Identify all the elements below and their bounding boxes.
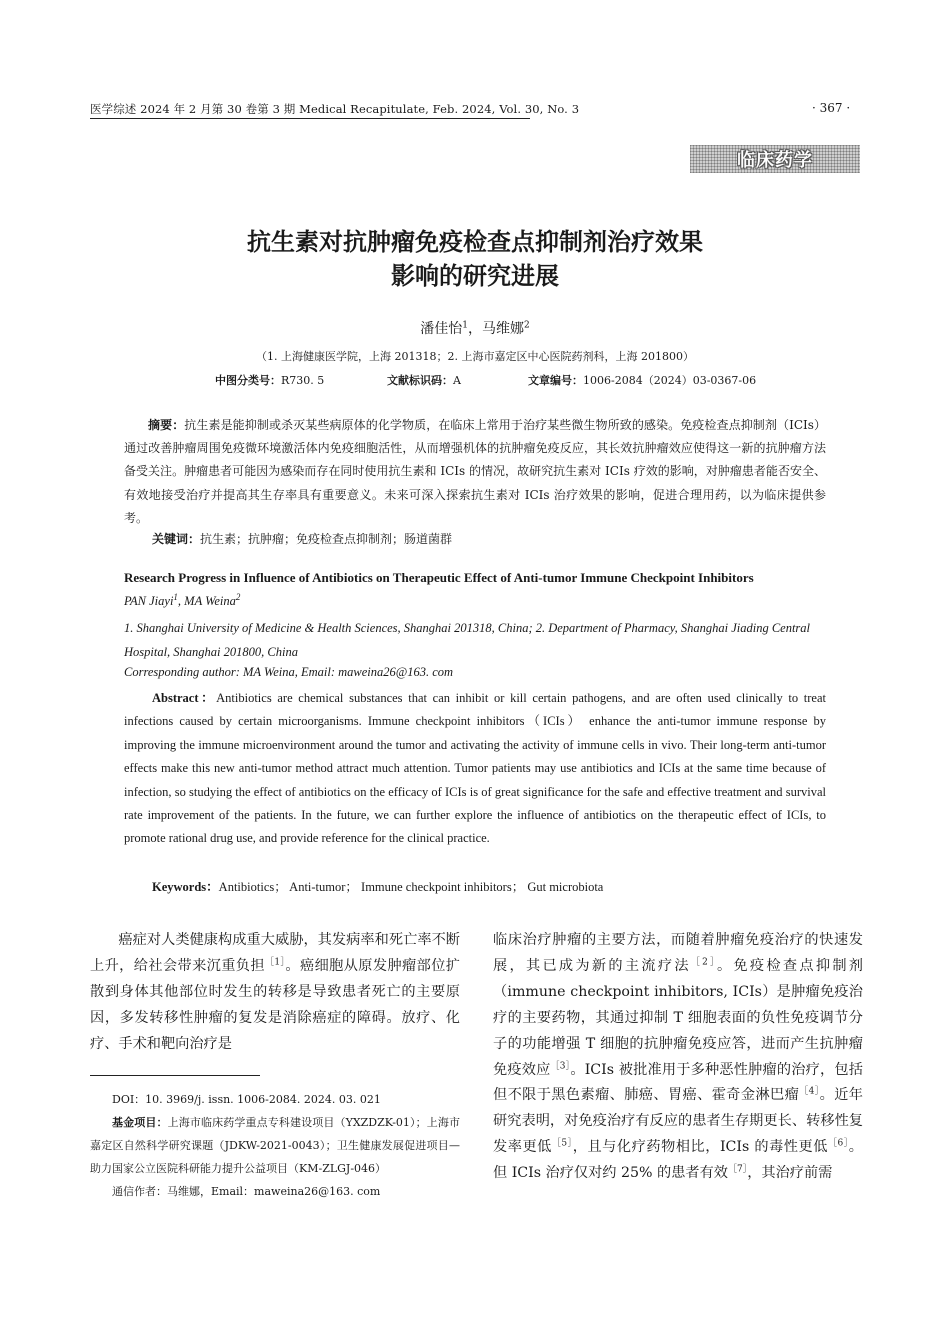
body-text: 。ICIs 被批准用于多种恶性肿瘤的治疗，包括但不限于黑色素瘤、肺癌、胃癌、霍奇金淋巴瘤 [493,1061,863,1104]
doc-code-label: 文献标识码： [387,374,453,387]
affiliation-marker: 2 [235,591,241,602]
english-abstract [124,687,826,851]
author-list [100,318,850,338]
author-name: 潘佳怡 [420,321,463,337]
article-title-line-1: 抗生素对抗肿瘤免疫检查点抑制剂治疗效果 [247,228,703,256]
clc-number [215,372,324,388]
author-name: PAN Jiayi [124,594,174,608]
body-text: 。近年研究表明，对免疫治疗有反应的患者生存期更长、转移性复发率更低 [493,1087,863,1156]
body-text: 。免疫检查点抑制剂（immune checkpoint inhibitors, ICIs）是肿瘤免疫治疗的主要药物，其通过抑制 T 细胞表面的负性免疫调节分子的功能增强 T 细胞的抗肿瘤免疫应答，进而产生抗肿瘤免疫效应 [493,957,863,1078]
body-column-left [90,928,460,1058]
english-authors [124,591,826,609]
clc-label: 中图分类号： [215,374,281,387]
chinese-keywords [152,530,452,547]
body-text: 。但 ICIs 治疗仅对约 25% 的患者有效 [493,1139,863,1182]
body-text: 。癌细胞从原发肿瘤部位扩散到身体其他部位时发生的转移是导致患者死亡的主要原因，多发转移性肿瘤的复发是消除癌症的障碍。放疗、化疗、手术和靶向治疗是 [90,957,460,1052]
journal-header: 医学综述 2024 年 2 月第 30 卷第 3 期 Medical Recapitulate, Feb. 2024, Vol. 30, No. 3 [90,102,580,116]
affiliation-marker: 2 [524,320,530,331]
author-name: MA Weina [184,594,236,608]
page-number: · 367 · [812,101,851,115]
fund-label: 基金项目： [112,1116,168,1129]
section-banner [690,145,860,173]
affiliation-marker: 1 [462,320,468,331]
cn-abstract-label: 摘要： [148,418,185,432]
body-paragraph [90,928,460,1058]
document-code [387,372,461,388]
body-text: ，其治疗前需 [747,1165,833,1182]
fund-text: 上海市临床药学重点专科建设项目（YXZDZK-01）；上海市嘉定区自然科学研究课题（JDKW-2021-0043）；卫生健康发展促进项目—助力国家公立医院科研能力提升公益项目（KM-ZLGJ-046） [90,1116,461,1175]
citation-4: ［4］ [799,1086,820,1097]
affiliations: （1. 上海健康医学院，上海 201318；2. 上海市嘉定区中心医院药剂科，上海 201800） [256,350,694,363]
cn-abstract-text: 抗生素是能抑制或杀灭某些病原体的化学物质，在临床上常用于治疗某些微生物所致的感染。免疫检查点抑制剂（ICIs）通过改善肿瘤周围免疫微环境激活体内免疫细胞活性，从而增强机体的抗肿瘤免疫反应，其长效抗肿瘤效应使得这一新的抗肿瘤方法备受关注。肿瘤患者可能因为感染而存在同时使用抗生素和 ICIs 的情况，故研究抗生素对 ICIs 疗效的影响，对肿瘤患者能否安全、有效地接受治疗并提高其生存率具有重要意义。未来可深入探索抗生素对 ICIs 治疗效果的影响，促进合理用药，以为临床提供参考。 [124,418,826,525]
article-number [528,372,756,388]
doc-code-value: A [453,374,461,387]
body-paragraph [493,928,863,1187]
article-title-line-2: 影响的研究进展 [391,262,559,290]
cn-keywords-label: 关键词： [152,532,201,546]
body-column-right [493,928,863,1187]
section-banner-label: 临床药学 [737,150,813,171]
english-title: Research Progress in Influence of Antibiotics on Therapeutic Effect of Anti-tumor Immune Checkpoint Inhibitors [124,570,754,585]
en-keywords-label: Keywords： [152,880,219,894]
english-corresponding-author: Corresponding author: MA Weina, Email: maweina26@163. com [124,665,454,679]
citation-6: ［6］ [827,1138,849,1149]
footnote-rule [90,1075,260,1076]
clc-value: R730. 5 [281,374,325,387]
footnotes [90,1088,460,1203]
chinese-abstract [124,414,826,530]
author-separator: , [177,594,185,608]
citation-1: ［1］ [264,957,286,968]
citation-3: ［3］ [550,1060,571,1071]
author-separator: ， [468,321,482,337]
affiliation-marker: 1 [173,591,178,602]
english-affiliations: 1. Shanghai University of Medicine & Health Sciences, Shanghai 201318, China; 2. Department of Pharmacy, Shanghai Jiading Central Hospital, Shanghai 201800, China [124,621,811,659]
doi: DOI：10. 3969/j. issn. 1006-2084. 2024. 03. 021 [112,1093,381,1106]
en-keywords-text: Antibiotics； Anti-tumor； Immune checkpoint inhibitors； Gut microbiota [218,880,604,894]
article-no-value: 1006-2084（2024）03-0367-06 [583,374,757,387]
citation-2: ［2］ [690,957,717,968]
header-rule [90,118,530,119]
author-name: 马维娜 [482,321,524,337]
body-text: 临床治疗肿瘤的主要方法，而随着肿瘤免疫治疗的快速发展，其已成为新的主流疗法 [493,932,863,974]
body-text: ，且与化疗药物相比，ICIs 的毒性更低 [572,1139,828,1156]
fund-note [90,1111,460,1180]
citation-5: ［5］ [551,1138,573,1149]
en-abstract-label: Abstract： [152,691,217,705]
en-abstract-text: Antibiotics are chemical substances that can inhibit or kill certain pathogens, and are often used clinically to treat infections caused by certain microorganisms. Immune checkpoint inhibitors（ICIs） enhance the anti-tumor immune response by improving the immune microenvironment around the tumor and activating the activity of immune cells in vivo. Their long-term anti-tumor effects make this new anti-tumor method attract much attention. Tumor patients may use antibiotics and ICIs at the same time because of infection, so studying the effect of antibiotics on the efficacy of ICIs is of great significance for the safe and effective treatment and survival rate improvement of the patients. In the future, we can further explore the influence of antibiotics on the therapeutic effect of ICIs, to promote rational drug use, and provide reference for the clinical practice. [124,691,826,846]
body-text: 癌症对人类健康构成重大威胁，其发病率和死亡率不断上升，给社会带来沉重负担 [90,932,460,974]
citation-7: ［7］ [727,1164,748,1175]
english-keywords [152,877,603,895]
corresponding-author-note: 通信作者：马维娜，Email：maweina26@163. com [112,1185,381,1198]
article-no-label: 文章编号： [528,374,583,387]
cn-keywords-text: 抗生素；抗肿瘤；免疫检查点抑制剂；肠道菌群 [200,532,453,546]
